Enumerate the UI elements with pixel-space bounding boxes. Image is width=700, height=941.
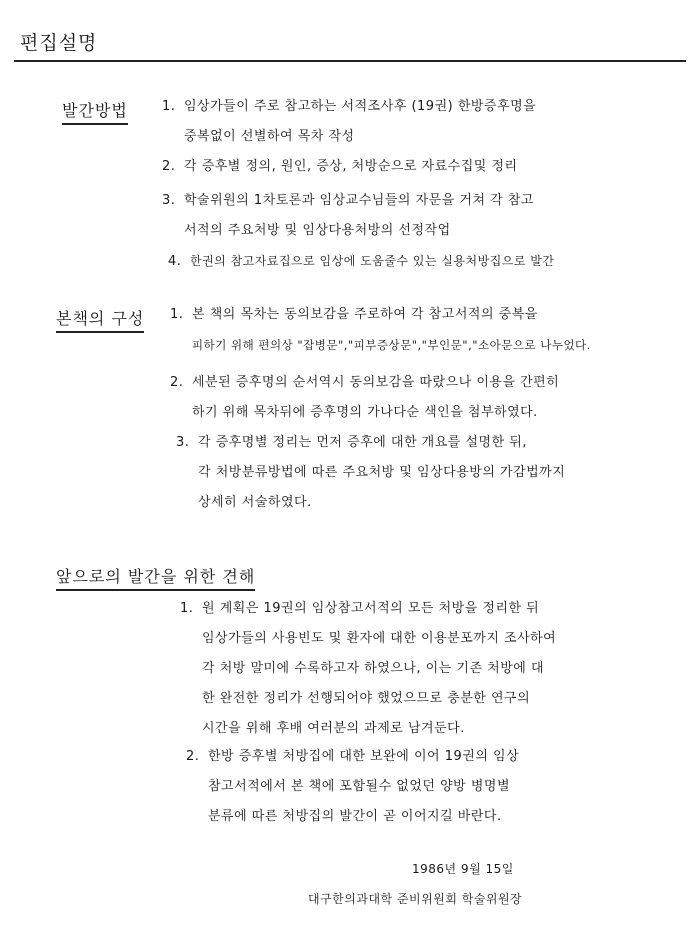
item-number: 2. — [170, 375, 184, 390]
item-text-continued: 서적의 주요처방 및 임상다용처방의 선정작업 — [184, 223, 451, 238]
title-divider — [14, 60, 686, 62]
item-number: 1. — [180, 601, 194, 616]
list-item — [176, 428, 681, 518]
item-text-continued: 분류에 따른 처방집의 발간이 곧 이어지길 바란다. — [208, 809, 502, 824]
item-text-continued: 중복없이 선별하여 목차 작성 — [184, 129, 355, 144]
item-number: 2. — [186, 749, 200, 764]
item-number: 1. — [170, 307, 184, 322]
item-text-continued: 각 처방분류방법에 따른 주요처방 및 임상다용방의 가감법까지 — [198, 465, 566, 480]
list-item — [186, 742, 680, 832]
list-item — [162, 152, 682, 182]
item-text: 한방 증후별 처방집에 대한 보완에 이어 19권의 임상 — [208, 749, 520, 764]
item-text: 각 증후명별 정리는 먼저 증후에 대한 개요를 설명한 뒤, — [198, 435, 527, 450]
item-number: 3. — [162, 193, 176, 208]
document-signature: 대구한의과대학 준비위원회 학술위원장 — [308, 892, 523, 906]
item-text-continued: 피하기 위해 편의상 "잡병문","피부증상문","부인문","소아문으로 나누었다. — [192, 338, 591, 352]
document-date: 1986년 9월 15일 — [412, 862, 514, 876]
item-text-continued: 시간을 위해 후배 여러분의 과제로 남겨둔다. — [202, 721, 465, 736]
item-text-continued: 한 완전한 정리가 선행되어야 했었으므로 충분한 연구의 — [202, 691, 531, 706]
item-text: 한권의 참고자료집으로 임상에 도움줄수 있는 실용처방집으로 발간 — [190, 254, 555, 268]
item-text-continued: 상세히 서술하였다. — [198, 495, 312, 510]
item-text: 학술위원의 1차토론과 임상교수님들의 자문을 거쳐 각 참고 — [184, 193, 534, 208]
item-number: 2. — [162, 159, 176, 174]
item-text: 본 책의 목차는 동의보감을 주로하여 각 참고서적의 중복을 — [192, 307, 538, 322]
item-number: 4. — [168, 254, 182, 269]
item-text: 세분된 증후명의 순서역시 동의보감을 따랐으나 이용을 간편히 — [192, 375, 560, 390]
document-title: 편집설명 — [20, 32, 98, 54]
list-item — [162, 186, 682, 246]
item-text-continued: 각 처방 말미에 수록하고자 하였으나, 이는 기존 처방에 대 — [202, 661, 545, 676]
item-number: 3. — [176, 435, 190, 450]
list-item — [168, 246, 688, 277]
list-item — [180, 594, 680, 744]
item-text-continued: 참고서적에서 본 책에 포함될수 없었던 양방 병명별 — [208, 779, 511, 794]
item-text: 임상가들이 주로 참고하는 서적조사후 (19권) 한방증후명을 — [184, 99, 537, 114]
item-text-continued: 하기 위해 목차뒤에 증후명의 가나다순 색인을 첨부하였다. — [192, 405, 538, 420]
section-heading-book-structure: 본책의 구성 — [56, 306, 144, 333]
list-item — [170, 368, 680, 428]
section-heading-future-publication: 앞으로의 발간을 위한 견해 — [56, 564, 255, 591]
item-text: 각 증후별 정의, 원인, 증상, 처방순으로 자료수집및 정리 — [184, 159, 518, 174]
item-text: 원 계획은 19권의 임상참고서적의 모든 처방을 정리한 뒤 — [202, 601, 540, 616]
section-heading-publication-method: 발간방법 — [62, 98, 128, 125]
item-number: 1. — [162, 99, 176, 114]
list-item — [170, 300, 680, 360]
list-item — [162, 92, 682, 152]
item-text-continued: 임상가들의 사용빈도 및 환자에 대한 이용분포까지 조사하여 — [202, 631, 557, 646]
